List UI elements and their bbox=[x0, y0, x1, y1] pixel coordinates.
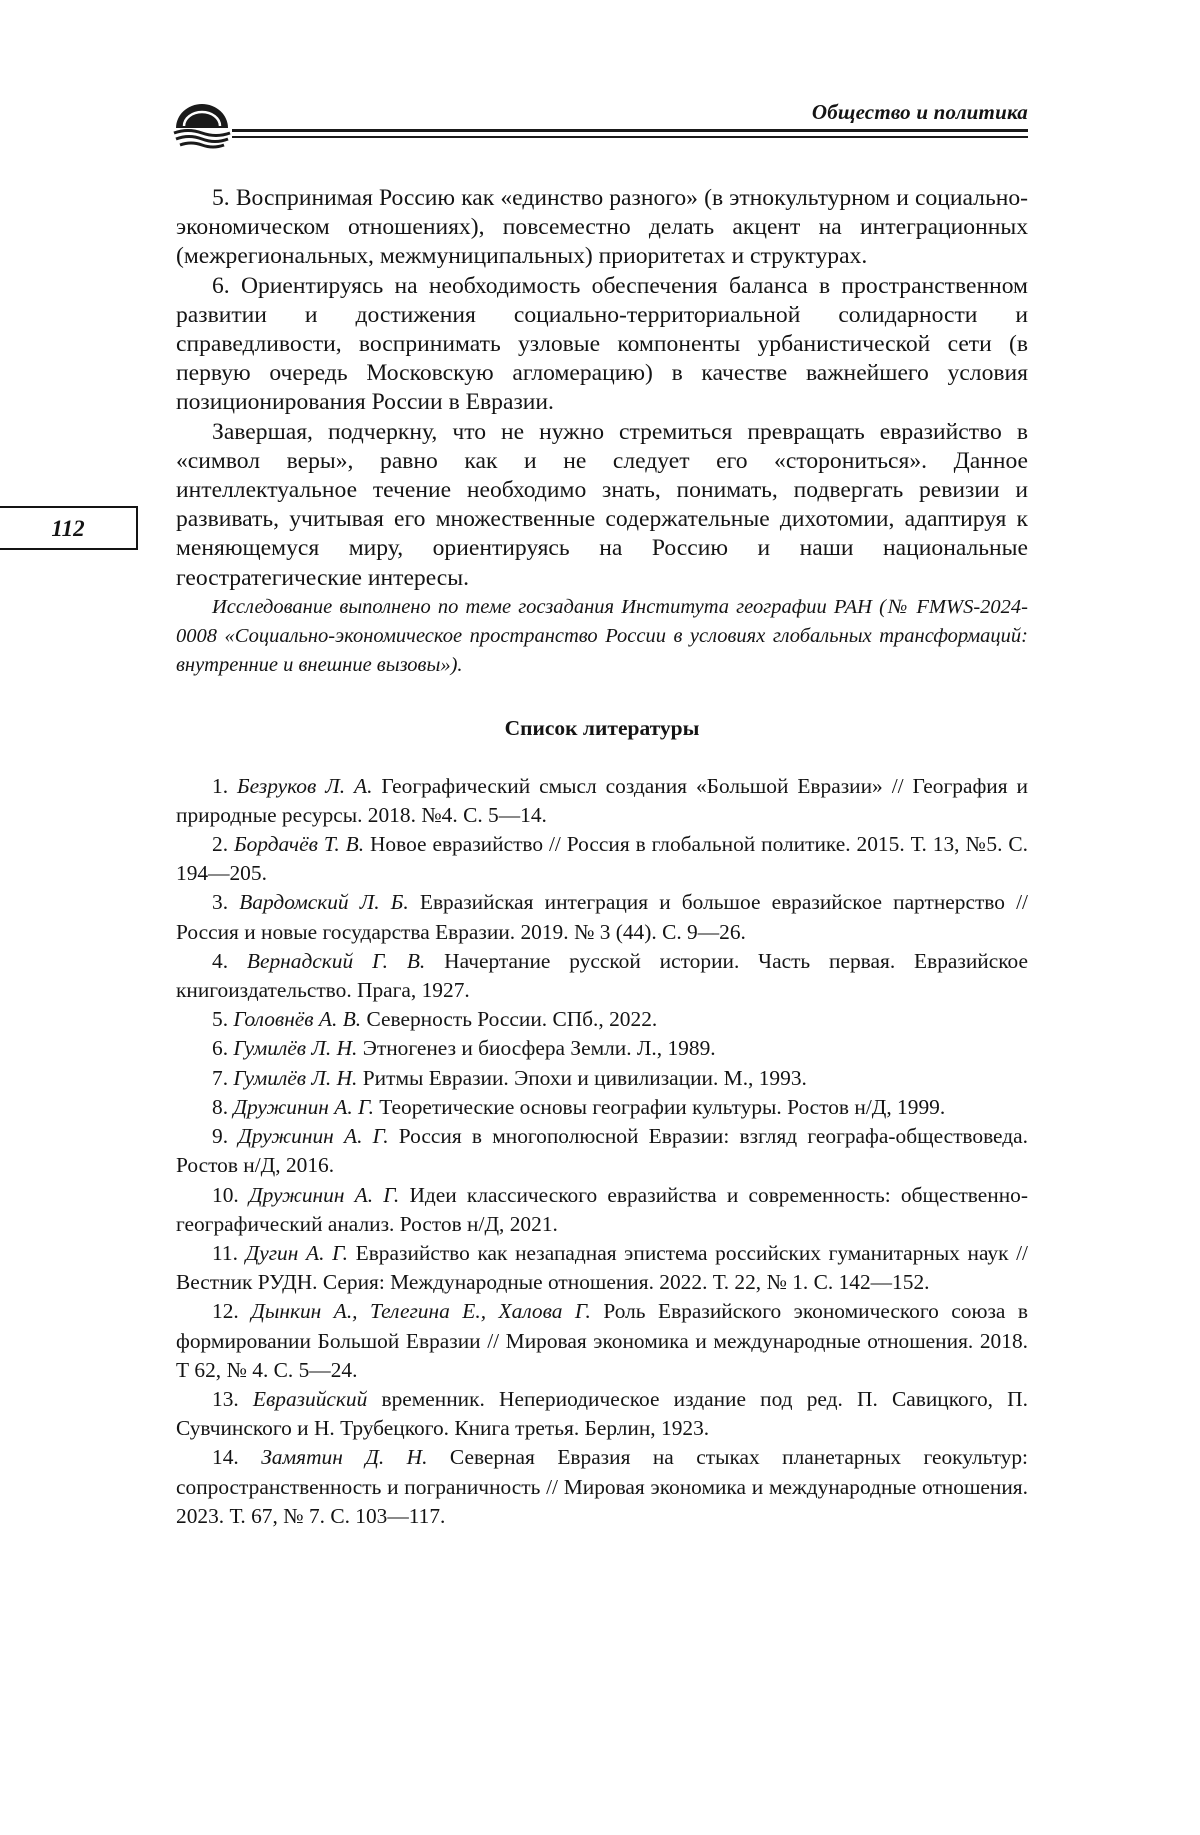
reference-text: Новое евразийство // Россия в глобальной политике. 2015. Т. 13, №5. С. 194—205. bbox=[176, 832, 1028, 886]
reference-item bbox=[176, 1297, 1028, 1385]
reference-author: Бордачёв Т. В. bbox=[233, 832, 365, 857]
reference-item bbox=[176, 1064, 1028, 1093]
references-list bbox=[176, 772, 1028, 1531]
reference-author: Дынкин А., Телегина Е., Халова Г. bbox=[251, 1299, 591, 1324]
reference-author: Дугин А. Г. bbox=[245, 1240, 348, 1265]
reference-author: Дружинин А. Г. bbox=[248, 1182, 400, 1207]
header-rule-thin bbox=[232, 136, 1028, 138]
reference-text: Ритмы Евразии. Эпохи и цивилизации. М., 1993. bbox=[362, 1065, 807, 1090]
reference-number: 14. bbox=[212, 1445, 239, 1470]
reference-text: Россия в многополюсной Евразии: взгляд географа-обществоведа. Ростов н/Д, 2016. bbox=[176, 1124, 1028, 1178]
reference-number: 2. bbox=[212, 832, 229, 857]
reference-number: 3. bbox=[212, 890, 229, 915]
reference-text: Евразийская интеграция и большое евразийское партнерство // Россия и новые государства Евразии. 2019. № 3 (44). С. 9—26. bbox=[176, 890, 1028, 944]
reference-text: Северная Евразия на стыках планетарных геокультур: сопространственность и пограничность // Мировая экономика и международные отношения. 2023. Т. 67, № 7. С. 103—117. bbox=[176, 1445, 1028, 1528]
reference-number: 6. bbox=[212, 1036, 229, 1061]
reference-number: 12. bbox=[212, 1299, 239, 1324]
header-rule-thick bbox=[232, 129, 1028, 132]
reference-number: 4. bbox=[212, 948, 229, 973]
reference-number: 13. bbox=[212, 1386, 239, 1411]
journal-logo-icon bbox=[170, 102, 234, 150]
reference-author: Безруков Л. А. bbox=[237, 773, 373, 798]
reference-number: 10. bbox=[212, 1182, 239, 1207]
main-content bbox=[176, 184, 1028, 1531]
references-title: Список литературы bbox=[504, 716, 700, 741]
reference-number: 8. bbox=[212, 1094, 229, 1119]
reference-item bbox=[176, 1385, 1028, 1443]
reference-text: Северность России. СПб., 2022. bbox=[366, 1007, 658, 1032]
reference-author: Гумилёв Л. Н. bbox=[233, 1036, 358, 1061]
reference-item bbox=[176, 1005, 1028, 1034]
reference-number: 7. bbox=[212, 1065, 229, 1090]
funding-note: Исследование выполнено по теме госзадания Института географии РАН (№ FMWS-2024-0008 «Социально-экономическое пространство России в условиях глобальных трансформаций: внутренние и внешние вызовы»). bbox=[176, 595, 1028, 677]
reference-author: Вардомский Л. Б. bbox=[239, 890, 409, 915]
reference-text: Географический смысл создания «Большой Евразии» // География и природные ресурсы. 2018. №4. С. 5—14. bbox=[176, 773, 1028, 827]
reference-item bbox=[176, 772, 1028, 830]
page-number-box bbox=[0, 506, 138, 550]
reference-item bbox=[176, 1034, 1028, 1063]
reference-item bbox=[176, 830, 1028, 888]
reference-text: Евразийство как незападная эпистема российских гуманитарных наук // Вестник РУДН. Серия: Международные отношения. 2022. Т. 22, № 1. С. 142—152. bbox=[176, 1240, 1028, 1295]
reference-item bbox=[176, 947, 1028, 1005]
reference-author: Дружинин А. Г. bbox=[233, 1094, 374, 1119]
body-paragraph: 5. Воспринимая Россию как «единство разного» (в этнокультурном и социально-экономическом отношениях), повсеместно делать акцент на интеграционных (межрегиональных, межмуниципальных) приоритетах и структурах. bbox=[176, 185, 1028, 270]
reference-text: Начертание русской истории. Часть первая. Евразийское книгоиздательство. Прага, 1927. bbox=[176, 948, 1028, 1003]
page-number: 112 bbox=[51, 516, 85, 541]
reference-item bbox=[176, 1443, 1028, 1531]
reference-author: Замятин Д. Н. bbox=[261, 1445, 428, 1470]
reference-author: Дружинин А. Г. bbox=[238, 1124, 389, 1149]
body-paragraph: 6. Ориентируясь на необходимость обеспечения баланса в пространственном развитии и достижения социально-территориальной солидарности и справедливости, воспринимать узловые компоненты урбанистической сети (в первую очередь Московскую агломерацию) в качестве важнейшего условия позиционирования России в Евразии. bbox=[176, 272, 1028, 416]
reference-author: Гумилёв Л. Н. bbox=[233, 1065, 358, 1090]
reference-number: 9. bbox=[212, 1124, 229, 1149]
reference-item bbox=[176, 1181, 1028, 1239]
reference-number: 11. bbox=[212, 1240, 238, 1265]
reference-number: 5. bbox=[212, 1007, 229, 1032]
reference-item bbox=[176, 1122, 1028, 1180]
body-paragraph: Завершая, подчеркну, что не нужно стремиться превращать евразийство в «символ веры», равно как и не следует его «сторониться». Данное интеллектуальное течение необходимо знать, понимать, подвергать ревизии и развивать, учитывая его множественные содержательные дихотомии, адаптируя к меняющемуся миру, ориентируясь на Россию и наши национальные геостратегические интересы. bbox=[176, 418, 1028, 591]
reference-item bbox=[176, 1093, 1028, 1122]
reference-text: Роль Евразийского экономического союза в формировании Большой Евразии // Мировая экономика и международные отношения. 2018. Т 62, № 4. С. 5—24. bbox=[176, 1299, 1028, 1382]
reference-item bbox=[176, 1239, 1028, 1297]
reference-text: Идеи классического евразийства и современность: общественно-географический анализ. Ростов н/Д, 2021. bbox=[176, 1182, 1028, 1236]
reference-text: Теоретические основы географии культуры. Ростов н/Д, 1999. bbox=[379, 1094, 946, 1119]
reference-item bbox=[176, 888, 1028, 946]
reference-author: Головнёв А. В. bbox=[233, 1007, 362, 1032]
reference-text: временник. Непериодическое издание под ред. П. Савицкого, П. Сувчинского и Н. Трубецкого. Книга третья. Берлин, 1923. bbox=[176, 1386, 1028, 1441]
reference-text: Этногенез и биосфера Земли. Л., 1989. bbox=[362, 1036, 716, 1061]
reference-number: 1. bbox=[212, 773, 229, 798]
header-title: Общество и политика bbox=[811, 100, 1028, 124]
running-header bbox=[170, 92, 1028, 152]
reference-author: Вернадский Г. В. bbox=[246, 948, 426, 973]
reference-author: Евразийский bbox=[252, 1386, 368, 1411]
